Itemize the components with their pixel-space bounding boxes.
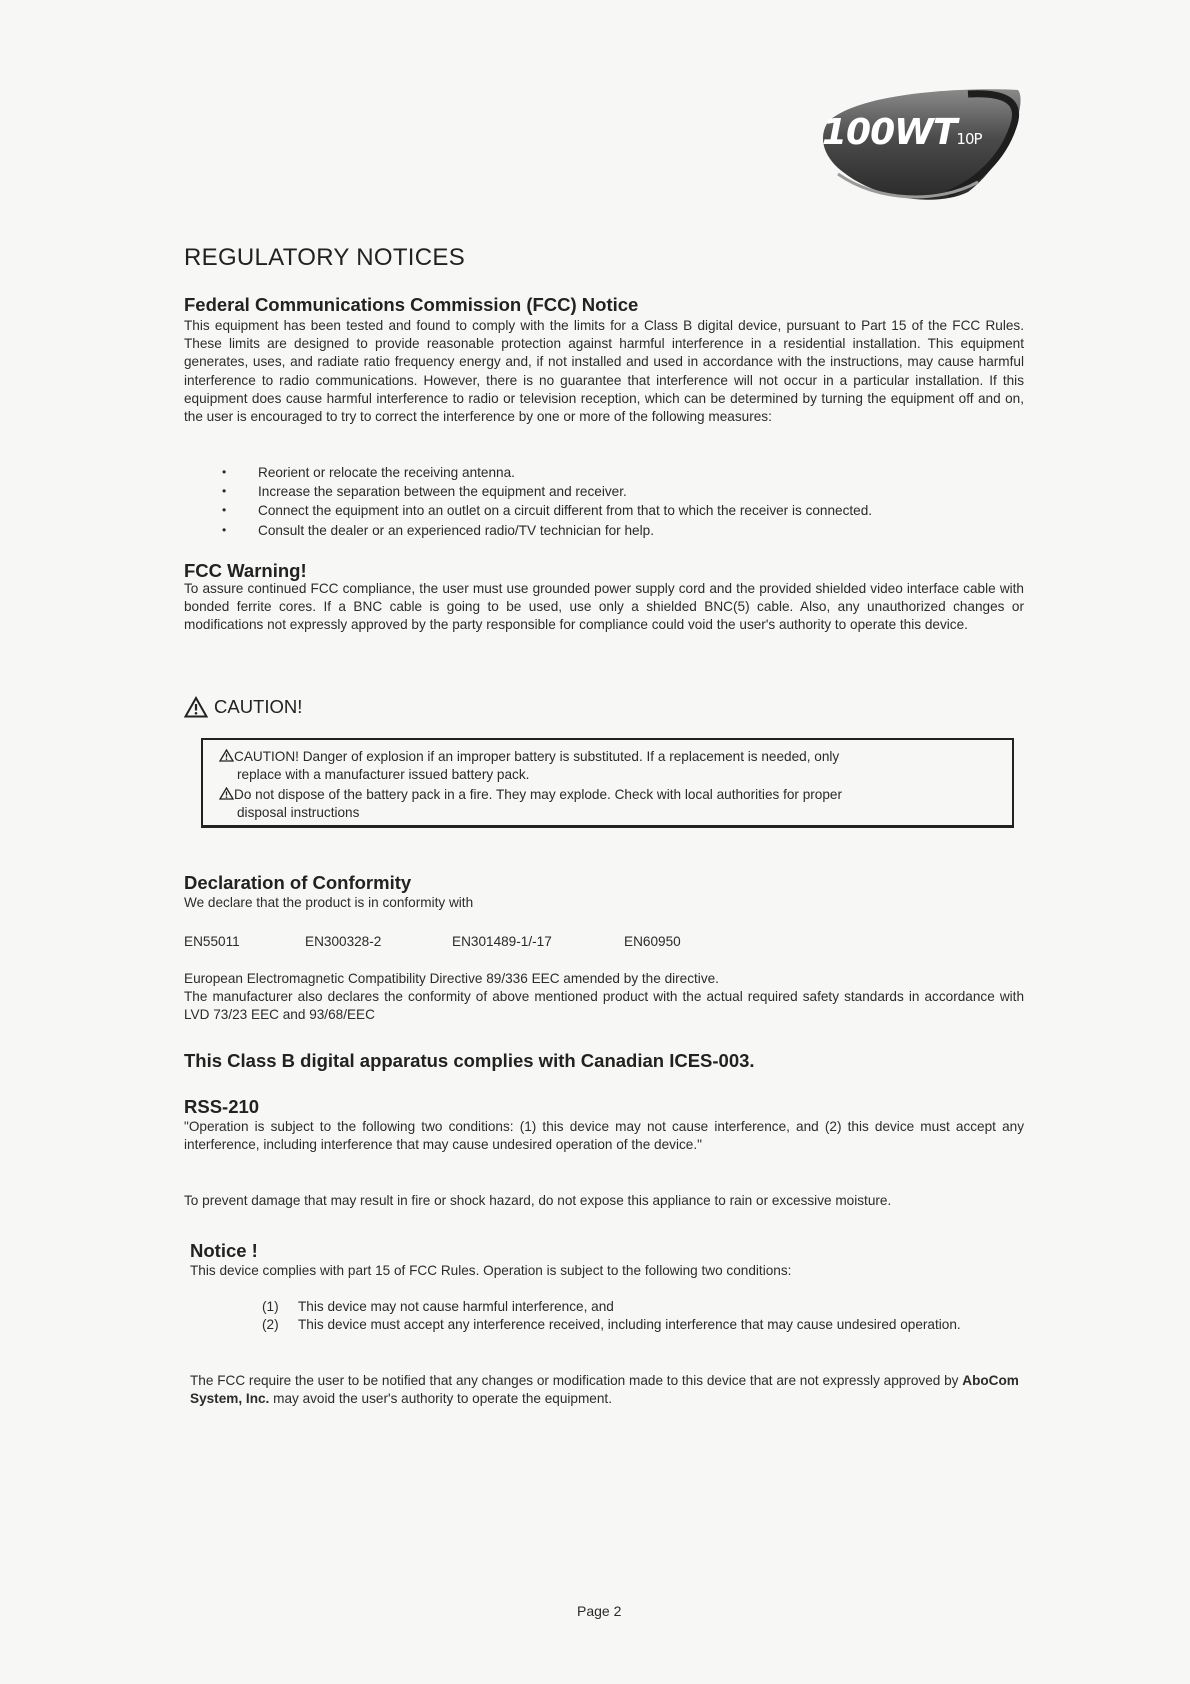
fcc-measures-list [222, 463, 872, 540]
list-item [262, 1298, 1022, 1316]
standard-item: EN301489-1/-17 [452, 934, 552, 949]
notice-footer-pre: The FCC require the user to be notified that any changes or modification made to this device that are not expressly approved by [190, 1373, 963, 1388]
caution-item-rest: replace with a manufacturer issued battery pack. [237, 767, 530, 782]
notice-footer [190, 1372, 1020, 1408]
conformity-directive: European Electromagnetic Compatibility Directive 89/336 EEC amended by the directive. [184, 971, 719, 986]
caution-item-lead: Do not dispose of the battery pack in a fire. They may explode. Check with local authorities for proper [234, 787, 843, 802]
product-logo [818, 82, 1028, 210]
fcc-warning-body: To assure continued FCC compliance, the user must use grounded power supply cord and the provided shielded video interface cable with bonded ferrite cores. If a BNC cable is going to be used, use only a shielded BNC(5) cable. Also, any unauthorized changes or modifications not expressly approved by the party responsible for compliance could void the user's authority to operate this device. [184, 581, 1024, 633]
standard-item: EN55011 [184, 934, 240, 949]
fcc-warning-heading: FCC Warning! [184, 560, 307, 581]
list-item: • Reorient or relocate the receiving antenna. [222, 463, 872, 482]
caution-heading-row [184, 696, 302, 718]
conformity-intro: We declare that the product is in conformity with [184, 895, 474, 910]
fcc-notice-body: This equipment has been tested and found to comply with the limits for a Class B digital device, pursuant to Part 15 of the FCC Rules. These limits are designed to provide reasonable protection against harmful interference in a residential installation. This equipment generates, uses, and radiate ratio frequency energy and, if not installed and used in accordance with the instructions, may cause harmful interference to radio communications. However, there is no guarantee that interference will not occur in a particular installation. If this equipment does cause harmful interference to radio or television reception, which can be determined by turning the equipment off and on, the user is encouraged to try to correct the interference by one or more of the following measures: [184, 318, 1024, 425]
caution-item [219, 786, 1009, 822]
logo-subtext: 10P [956, 130, 982, 148]
canada-statement: This Class B digital apparatus complies with Canadian ICES-003. [184, 1050, 755, 1071]
list-item: • Connect the equipment into an outlet on a circuit different from that to which the receiver is connected. [222, 501, 872, 520]
caution-box [201, 738, 1014, 828]
page-number: Page 2 [577, 1603, 622, 1619]
notice-intro: This device complies with part 15 of FCC Rules. Operation is subject to the following two conditions: [190, 1263, 792, 1278]
caution-item-lead: CAUTION! Danger of explosion if an improper battery is substituted. If a replacement is needed, only [234, 749, 840, 764]
caution-item-rest: disposal instructions [237, 805, 360, 820]
page-title: REGULATORY NOTICES [184, 244, 466, 271]
condition-text: This device may not cause harmful interference, and [298, 1299, 614, 1314]
condition-text: This device must accept any interference received, including interference that may cause undesired operation. [298, 1317, 961, 1332]
logo-text: 100WT [822, 112, 957, 153]
standard-item: EN300328-2 [305, 934, 382, 949]
condition-number: (2) [262, 1317, 279, 1332]
warning-icon [184, 696, 208, 718]
warning-icon [219, 787, 234, 800]
list-item: • Consult the dealer or an experienced radio/TV technician for help. [222, 521, 872, 540]
warning-icon [219, 749, 234, 762]
caution-item [219, 748, 1009, 784]
list-item: • Increase the separation between the equipment and receiver. [222, 482, 872, 501]
moisture-warning: To prevent damage that may result in fire or shock hazard, do not expose this appliance to rain or excessive moisture. [184, 1193, 892, 1208]
condition-number: (1) [262, 1299, 279, 1314]
caution-heading: CAUTION! [214, 696, 303, 717]
conformity-declaration: The manufacturer also declares the conformity of above mentioned product with the actual required safety standards in accordance with LVD 73/23 EEC and 93/68/EEC [184, 989, 1024, 1023]
rss-heading: RSS-210 [184, 1096, 260, 1117]
conformity-heading: Declaration of Conformity [184, 872, 412, 893]
company-name: AboCom System, Inc. [190, 1373, 1019, 1407]
notice-conditions-list [262, 1298, 1022, 1334]
notice-footer-post: may avoid the user's authority to operate the equipment. [269, 1391, 612, 1407]
rss-body: "Operation is subject to the following two conditions: (1) this device may not cause interference, and (2) this device must accept any interference, including interference that may cause undesired operation of the device." [184, 1119, 1024, 1153]
fcc-notice-heading: Federal Communications Commission (FCC) Notice [184, 294, 639, 315]
list-item [262, 1316, 1022, 1334]
notice-heading: Notice ! [190, 1240, 258, 1261]
standard-item: EN60950 [624, 934, 681, 949]
